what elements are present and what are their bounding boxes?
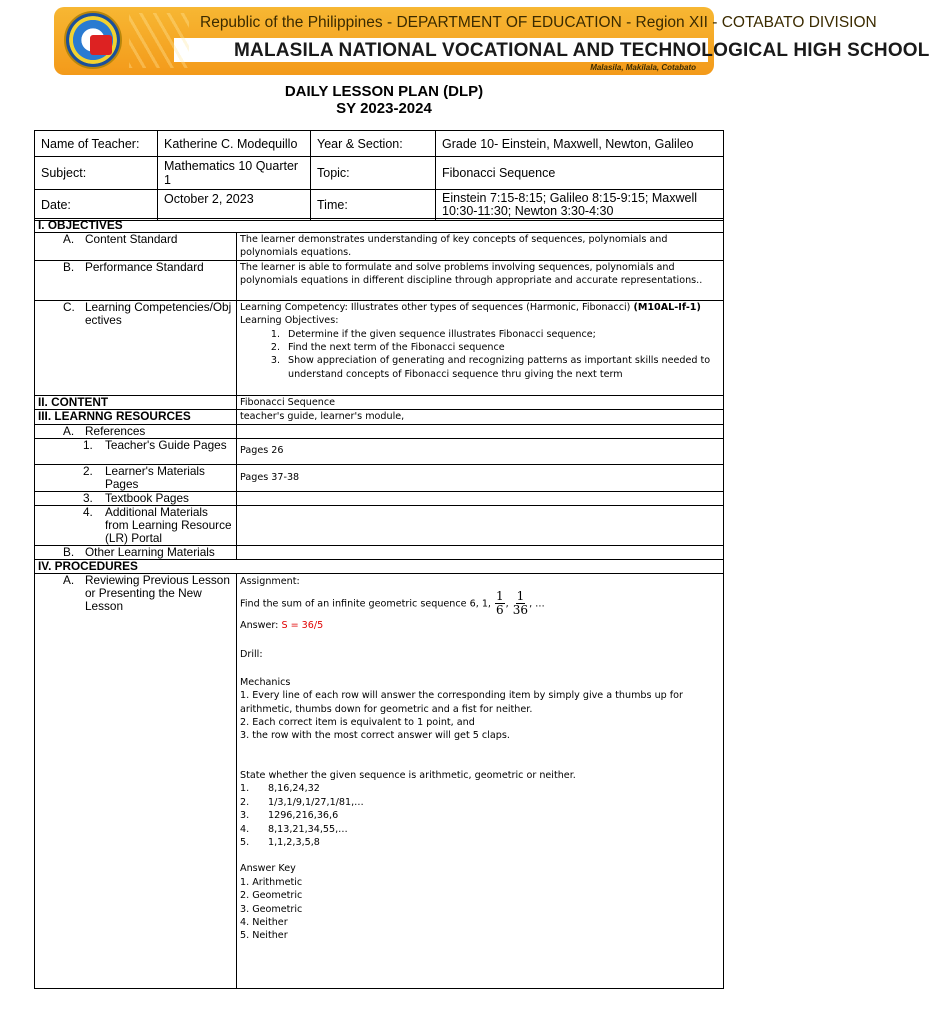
subject-label: Subject: [35, 157, 158, 190]
performance-standard-label [35, 260, 237, 300]
sequence-item: 5. 1,1,2,3,5,8 [240, 836, 320, 848]
seal-emblem [90, 35, 112, 55]
answer-key-item: 5. Neither [240, 930, 288, 942]
objectives-heading: I. OBJECTIVES [35, 219, 724, 233]
lm-label-text: Learner's Materials Pages [105, 463, 205, 491]
mechanics-item: 2. Each correct item is equivalent to 1 point, and [240, 717, 475, 729]
fraction-one-sixth: $\frac{1}{6}$ [496, 589, 504, 618]
header-school-name: MALASILA NATIONAL VOCATIONAL AND TECHNOLOGICAL HIGH SCHOOL [234, 40, 930, 61]
ellipsis: , … [529, 598, 545, 610]
other-letter: B. [63, 544, 75, 559]
mechanics-item: 1. Every line of each row will answer the corresponding item by simply give a thumbs up for arithmetic, thumbs down for geometric and a fist for neither. [240, 690, 683, 715]
review-content [237, 573, 724, 988]
competency-cell [237, 300, 724, 395]
time-value: Einstein 7:15-8:15; Galileo 8:15-9:15; Maxwell 10:30-11:30; Newton 3:30-4:30 [436, 190, 724, 221]
competency-label [35, 300, 237, 395]
school-seal-logo [64, 11, 122, 69]
document-title: DAILY LESSON PLAN (DLP) [284, 83, 484, 100]
competency-label-text: Learning Competencies/Objectives [85, 299, 232, 327]
resources-text: teacher's guide, learner's module, [237, 410, 724, 424]
content-standard-label-text: Content Standard [85, 232, 178, 246]
performance-letter: B. [63, 259, 75, 274]
assignment-label: Assignment: [240, 575, 300, 587]
year-value: Grade 10- Einstein, Maxwell, Newton, Galileo [436, 131, 724, 157]
drill-instruction: State whether the given sequence is arithmetic, geometric or neither. [240, 769, 576, 781]
textbook-label [35, 491, 237, 505]
review-letter: A. [63, 572, 75, 587]
hexagon-pattern [129, 13, 189, 68]
performance-label-text: Performance Standard [85, 259, 204, 274]
lesson-plan-table [34, 218, 724, 989]
procedures-heading: IV. PROCEDURES [35, 559, 724, 573]
content-text: Fibonacci Sequence [237, 395, 724, 409]
review-label [35, 573, 237, 988]
year-label: Year & Section: [311, 131, 436, 157]
learners-materials-pages: Pages 37-38 [237, 464, 724, 491]
teacher-label: Name of Teacher: [35, 131, 158, 157]
answer-key-item: 2. Geometric [240, 890, 303, 902]
date-value: October 2, 2023 [158, 190, 311, 221]
learners-materials-label [35, 464, 237, 491]
header-address: Malasila, Makilala, Cotabato [590, 63, 696, 72]
tb-num: 3. [83, 490, 93, 505]
tg-label-text: Teacher's Guide Pages [105, 437, 227, 452]
teachers-guide-label [35, 438, 237, 464]
sequence-item: 4. 8,13,21,34,55,… [240, 823, 348, 835]
mechanics-label: Mechanics [240, 676, 291, 688]
objectives-list [240, 328, 720, 382]
answer-key-item: 4. Neither [240, 916, 288, 928]
subject-value: Mathematics 10 Quarter 1 [158, 157, 311, 190]
objective-item: 1. Determine if the given sequence illustrates Fibonacci sequence; [270, 328, 596, 340]
time-label: Time: [311, 190, 436, 221]
topic-label: Topic: [311, 157, 436, 190]
school-year: SY 2023-2024 [336, 100, 432, 117]
textbook-pages [237, 491, 724, 505]
teachers-guide-pages: Pages 26 [237, 438, 724, 464]
competency-text: Learning Competency: Illustrates other types of sequences (Harmonic, Fibonacci) [240, 301, 634, 313]
content-heading: II. CONTENT [35, 395, 237, 409]
answer-key-item: 1. Arithmetic [240, 876, 303, 888]
tb-label-text: Textbook Pages [105, 490, 189, 505]
references-text [237, 424, 724, 438]
drill-label: Drill: [240, 649, 263, 661]
header-deped-line: Republic of the Philippines - DEPARTMENT OF EDUCATION - Region XII - COTABATO DIVISION [200, 14, 877, 31]
sequence-item: 2. 1/3,1/9,1/27,1/81,… [240, 796, 364, 808]
am-label-text: Additional Materials from Learning Resource (LR) Portal [105, 504, 232, 545]
topic-value: Fibonacci Sequence [436, 157, 724, 190]
school-header-banner [54, 7, 930, 75]
find-sum-text: Find the sum of an infinite geometric sequence 6, 1, [240, 598, 495, 610]
content-standard-text: The learner demonstrates understanding of key concepts of sequences, polynomials and polynomials equations. [237, 233, 724, 261]
other-label-text: Other Learning Materials [85, 544, 215, 559]
tg-num: 1. [83, 437, 93, 452]
review-label-text: Reviewing Previous Lesson or Presenting the New Lesson [85, 572, 230, 613]
objective-item: 2. Find the next term of the Fibonacci sequence [270, 342, 505, 354]
sequence-item: 1. 8,16,24,32 [240, 783, 320, 795]
lm-num: 2. [83, 463, 93, 478]
other-materials-label [35, 545, 237, 559]
resources-heading: III. LEARNNG RESOURCES [35, 410, 237, 424]
answer-value: S = 36/5 [281, 620, 324, 632]
competency-code: (M10AL-If-1) [633, 301, 701, 313]
references-letter: A. [63, 423, 75, 438]
references-label [35, 424, 237, 438]
objectives-subheading: Learning Objectives: [240, 315, 339, 327]
mechanics-item: 3. the row with the most correct answer will get 5 claps. [240, 730, 510, 742]
objective-item: 3. Show appreciation of generating and recognizing patterns as important skills needed to understand concepts of Fibonacci sequence thru giving the next term [270, 355, 711, 380]
answer-line: Answer: S = 36/5 [240, 620, 324, 632]
teacher-value: Katherine C. Modequillo [158, 131, 311, 157]
assignment-question: Find the sum of an infinite geometric sequence 6, 1, $\frac{1}{6}$ , $\frac{1}{36}$ , … [240, 589, 545, 618]
date-label: Date: [35, 190, 158, 221]
content-standard-letter: A. [63, 232, 75, 246]
lesson-info-table [34, 130, 724, 221]
additional-materials-text [237, 505, 724, 545]
other-materials-text [237, 545, 724, 559]
references-label-text: References [85, 423, 146, 438]
competency-letter: C. [63, 299, 75, 314]
answer-key-item: 3. Geometric [240, 903, 303, 915]
answer-key-label: Answer Key [240, 863, 296, 875]
sequence-item: 3. 1296,216,36,6 [240, 810, 339, 822]
sequence-list [240, 782, 720, 849]
fraction-one-thirty-sixth: $\frac{1}{36}$ [512, 589, 529, 618]
am-num: 4. [83, 504, 93, 519]
additional-materials-label [35, 505, 237, 545]
competency-line [240, 301, 720, 314]
performance-standard-text: The learner is able to formulate and solve problems involving sequences, polynomials and polynomials equations in different discipline through appropriate and accurate representations.. [237, 260, 724, 300]
content-standard-label [35, 233, 237, 261]
